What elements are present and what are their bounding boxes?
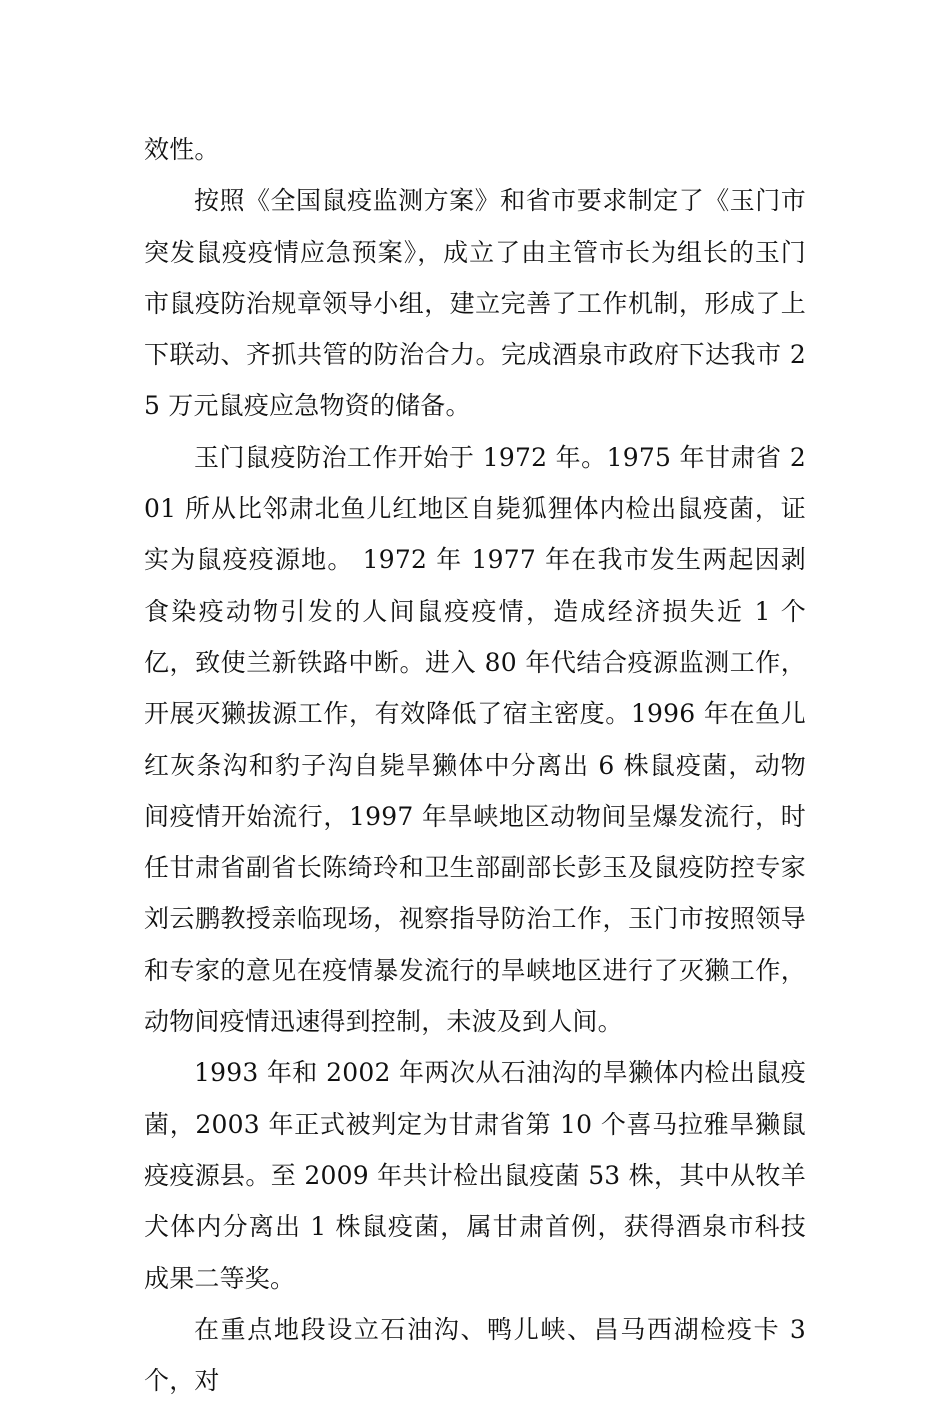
- paragraph-detection: 1993 年和 2002 年两次从石油沟的旱獭体内检出鼠疫菌，2003 年正式被判定为甘肃省第 10 个喜马拉雅旱獭鼠疫疫源县。至 2009 年共计检出鼠疫菌 53 株，其中从牧羊犬体内分离出 1 株鼠疫菌，属甘肃首例，获得酒泉市科技成果二等奖。: [144, 1058, 806, 1293]
- paragraph-history: 玉门鼠疫防治工作开始于 1972 年。1975 年甘肃省 201 所从比邻肃北鱼儿红地区自毙狐狸体内检出鼠疫菌，证实为鼠疫疫源地。 1972 年 1977 年在我市发生两起因剥食染疫动物引发的人间鼠疫疫情，造成经济损失近 1 个亿，致使兰新铁路中断。进入 80 年代结合疫源监测工作，开展灭獭拔源工作，有效降低了宿主密度。1996 年在鱼儿红灰条沟和豹子沟自毙旱獭体中分离出 6 株鼠疫菌，动物间疫情开始流行，1997 年旱峡地区动物间呈爆发流行，时任甘肃省副省长陈绮玲和卫生部副部长彭玉及鼠疫防控专家刘云鹏教授亲临现场，视察指导防治工作，玉门市按照领导和专家的意见在疫情暴发流行的旱峡地区进行了灭獭工作，动物间疫情迅速得到控制，未波及到人间。: [144, 442, 806, 1037]
- paragraph-emergency-plan: 按照《全国鼠疫监测方案》和省市要求制定了《玉门市突发鼠疫疫情应急预案》，成立了由主管市长为组长的玉门市鼠疫防治规章领导小组，建立完善了工作机制，形成了上下联动、齐抓共管的防治合力。完成酒泉市政府下达我市 25 万元鼠疫应急物资的储备。: [144, 186, 806, 421]
- paragraph-checkpoints: 在重点地段设立石油沟、鸭儿峡、昌马西湖检疫卡 3 个，对: [144, 1314, 806, 1396]
- paragraph-continuation: 效性。: [144, 135, 220, 164]
- document-body: [144, 124, 806, 1406]
